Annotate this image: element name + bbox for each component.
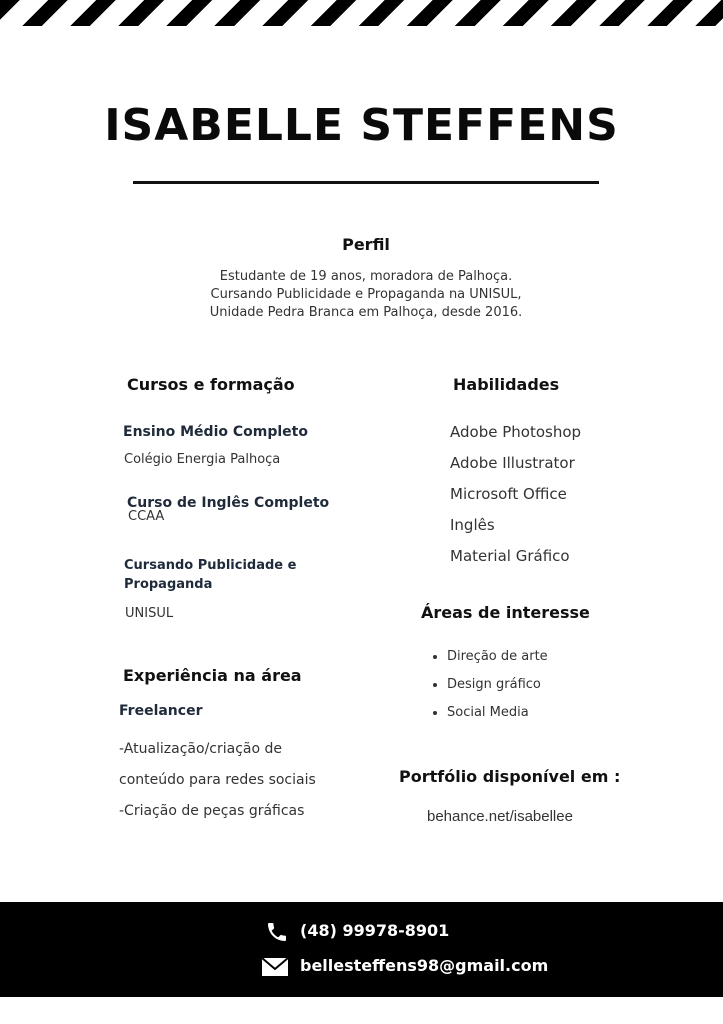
education-title-line: Cursando Publicidade e — [124, 558, 297, 573]
portfolio-link[interactable]: behance.net/isabellee — [427, 808, 573, 825]
name-divider — [133, 181, 599, 184]
profile-line: Estudante de 19 anos, moradora de Palhoça. — [219, 269, 513, 284]
email-address[interactable]: bellesteffens98@gmail.com — [300, 956, 549, 975]
experience-heading: Experiência na área — [123, 666, 302, 685]
interest-item: • Social Media — [447, 704, 548, 732]
profile-heading: Perfil — [342, 235, 390, 254]
experience-line: -Atualização/criação de — [119, 741, 282, 757]
experience-line: conteúdo para redes sociais — [119, 772, 316, 788]
phone-icon — [265, 920, 289, 944]
education-item-institution: Colégio Energia Palhoça — [124, 452, 281, 467]
education-item-institution: CCAA — [128, 509, 165, 524]
skill-item: Adobe Photoshop — [450, 423, 582, 441]
experience-line: -Criação de peças gráficas — [119, 803, 305, 819]
education-item-title: Ensino Médio Completo — [123, 424, 308, 440]
envelope-icon — [261, 957, 289, 977]
resume-name: ISABELLE STEFFENS — [104, 100, 619, 151]
education-item-institution: UNISUL — [125, 606, 174, 621]
interests-heading: Áreas de interesse — [421, 603, 590, 622]
education-title-line: Propaganda — [124, 577, 213, 592]
skill-item: Microsoft Office — [450, 485, 567, 503]
skills-list — [450, 417, 581, 572]
phone-number[interactable]: (48) 99978-8901 — [300, 921, 450, 940]
portfolio-heading: Portfólio disponível em : — [399, 767, 621, 786]
profile-text — [0, 268, 723, 322]
interest-item: • Direção de arte — [447, 648, 548, 676]
footer-bottom-margin — [0, 997, 723, 1024]
interest-item: • Design gráfico — [447, 676, 548, 704]
profile-line: Unidade Pedra Branca em Palhoça, desde 2016. — [209, 305, 523, 320]
education-heading: Cursos e formação — [127, 375, 295, 394]
skill-item: Inglês — [450, 516, 495, 534]
experience-description — [119, 734, 316, 827]
skill-item: Material Gráfico — [450, 547, 570, 565]
experience-role: Freelancer — [119, 703, 203, 719]
top-stripe-band — [0, 0, 723, 26]
interests-list — [430, 648, 548, 732]
skill-item: Adobe Illustrator — [450, 454, 575, 472]
profile-line: Cursando Publicidade e Propaganda na UNISUL, — [210, 287, 522, 302]
education-item-title — [124, 556, 296, 594]
education-item-title: Curso de Inglês Completo — [127, 495, 330, 511]
skills-heading: Habilidades — [453, 375, 560, 394]
contact-footer — [0, 902, 723, 997]
